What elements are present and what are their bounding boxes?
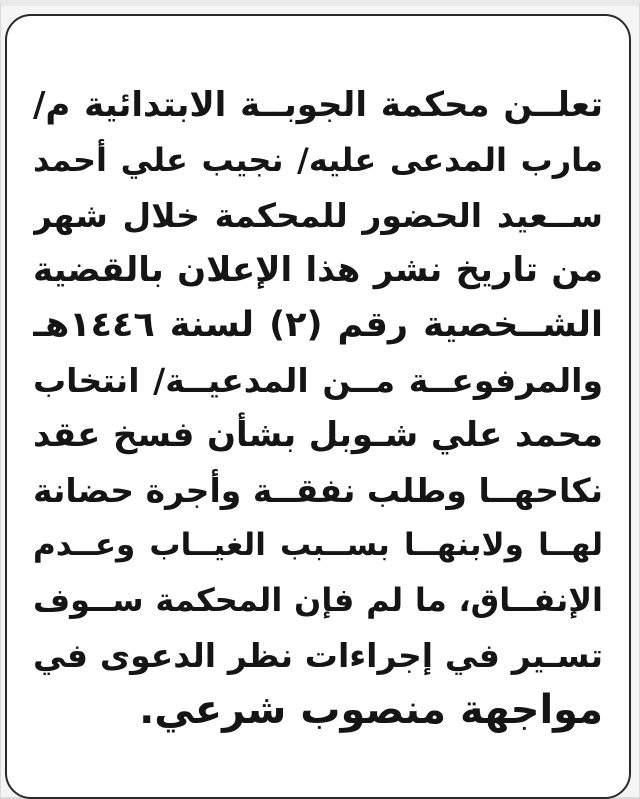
notice-text — [33, 78, 603, 738]
notice-line: الشــخصية رقم (٢) لسنة ١٤٤٦هـ — [33, 305, 603, 345]
court-notice-box — [5, 14, 631, 799]
notice-line-last: مواجهة منصوب شرعي. — [139, 687, 603, 733]
notice-line: نكاحهــا وطلب نفقــة وأجرة حضانة — [33, 471, 603, 510]
notice-line: محمد علي شـوبل بشأن فسخ عقد — [33, 415, 603, 455]
notice-line: الإنفــاق، ما لم فإن المحكمة ســوف — [33, 581, 603, 619]
notice-line: من تاريخ نشر هذا الإعلان بالقضية — [33, 250, 603, 290]
notice-line: لهــا ولابنهــا بســبب الغيــاب وعــدم — [33, 527, 603, 563]
notice-line: تعلــن محكمة الجوبــة الابتدائية م/ — [33, 85, 603, 125]
notice-line: تسـير في إجراءات نظر الدعوى في — [33, 636, 603, 675]
notice-line: والمرفوعــة مــن المدعيــة/ انتخاب — [33, 361, 603, 400]
notice-line: مارب المدعى عليه/ نجيب علي أحمد — [33, 141, 603, 179]
notice-line: ســعيد الحضور للمحكمة خلال شهر — [33, 196, 603, 235]
